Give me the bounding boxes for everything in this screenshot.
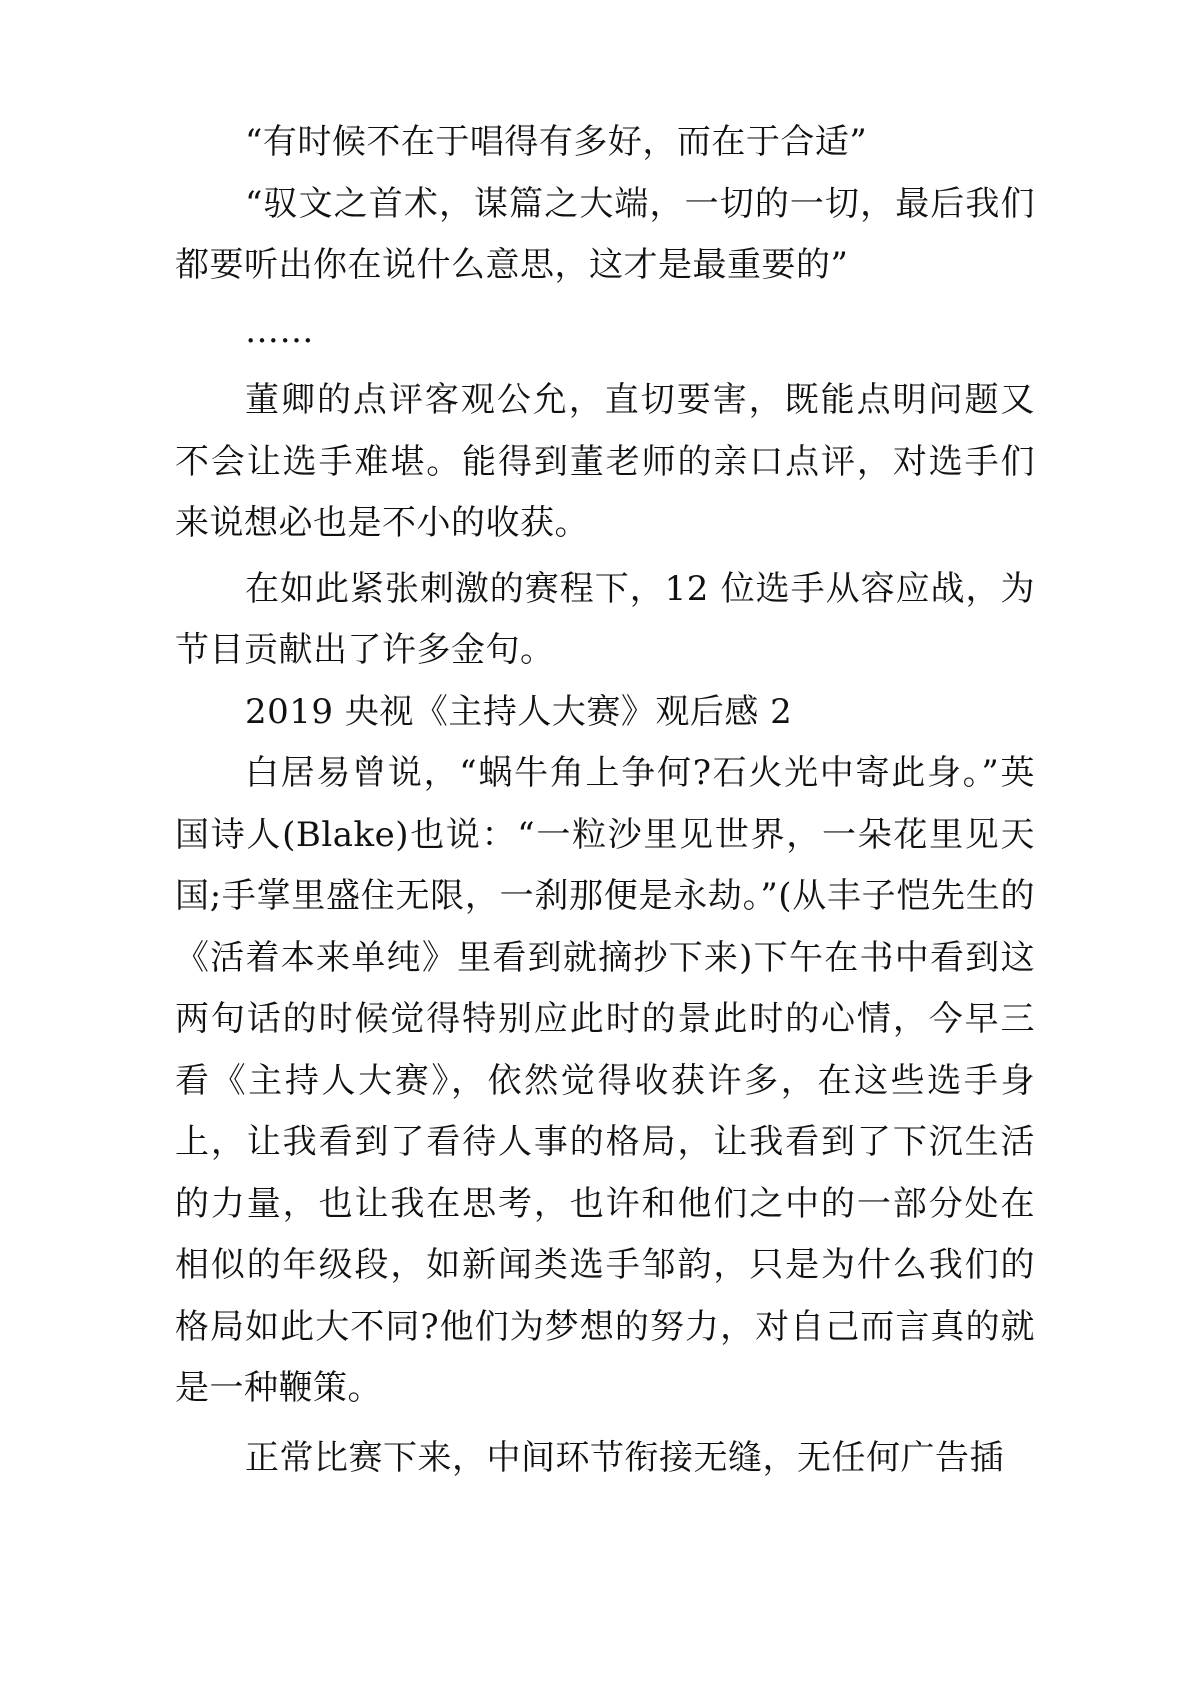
document-body: [175, 112, 1035, 1489]
body-paragraph-3: 白居易曾说，“蜗牛角上争何?石火光中寄此身。”英国诗人(Blake)也说：“一粒沙里见世界，一朵花里见天国;手掌里盛住无限，一刹那便是永劫。”(从丰子恺先生的《活着本来单纯》里看到就摘抄下来)下午在书中看到这两句话的时候觉得特别应此时的景此时的心情，今早三看《主持人大赛》，依然觉得收获许多，在这些选手身上，让我看到了看待人事的格局，让我看到了下沉生活的力量，也让我在思考，也许和他们之中的一部分处在相似的年级段，如新闻类选手邹韵，只是为什么我们的格局如此大不同?他们为梦想的努力，对自己而言真的就是一种鞭策。: [175, 753, 1035, 1408]
body-paragraph-2: 在如此紧张刺激的赛程下，12 位选手从容应战，为节目贡献出了许多金句。: [175, 568, 1035, 670]
quote-paragraph-2: “驭文之首术，谋篇之大端，一切的一切，最后我们都要听出你在说什么意思，这才是最重要的”: [175, 183, 1035, 285]
body-paragraph-4: 正常比赛下来，中间环节衔接无缝，无任何广告插: [245, 1437, 1004, 1478]
quote-paragraph-1: “有时候不在于唱得有多好，而在于合适”: [245, 122, 868, 162]
body-paragraph-1: 董卿的点评客观公允，直切要害，既能点明问题又不会让选手难堪。能得到董老师的亲口点评，对选手们来说想必也是不小的收获。: [175, 380, 1035, 543]
ellipsis-paragraph: ……: [245, 310, 314, 351]
section-heading: 2019 央视《主持人大赛》观后感 2: [245, 691, 793, 732]
